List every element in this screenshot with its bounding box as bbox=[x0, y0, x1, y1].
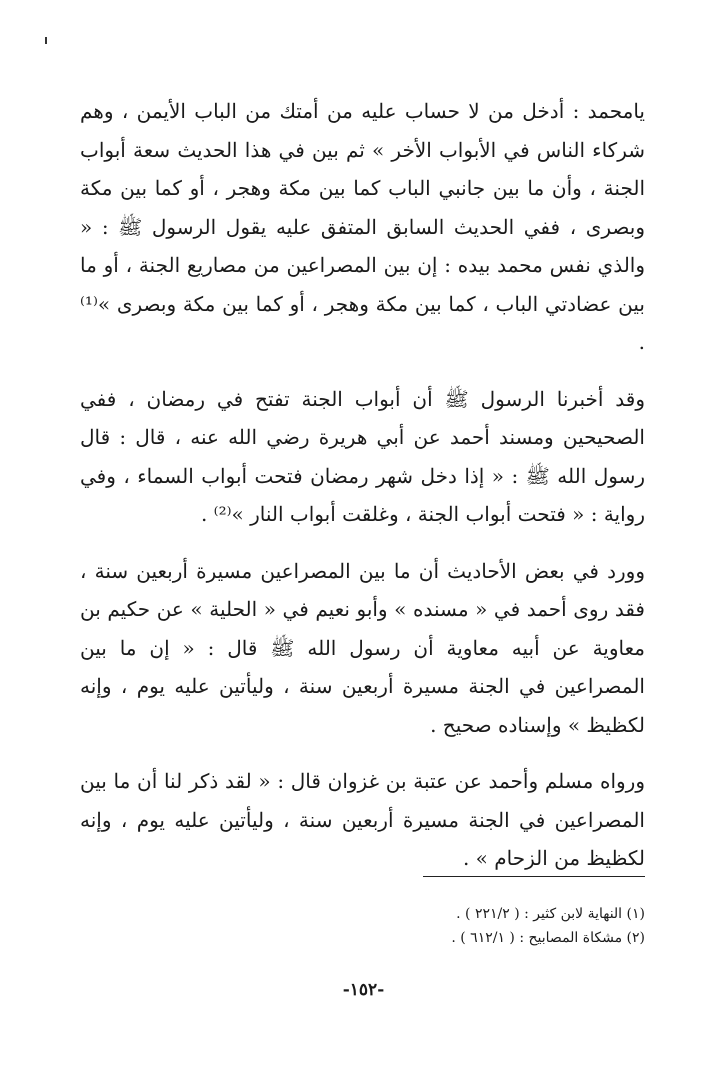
main-text bbox=[80, 92, 645, 896]
paragraph-2: وقد أخبرنا الرسول ﷺ أن أبواب الجنة تفتح في رمضان ، ففي الصحيحين ومسند أحمد عن أبي هريرة رضي الله عنه ، قال : قال رسول الله ﷺ : « إذا دخل شهر رمضان فتحت أبواب السماء ، وفي رواية : « فتحت أبواب الجنة ، وغلقت أبواب النار »⁽²⁾ . bbox=[80, 386, 645, 526]
paragraph-1: يامحمد : أدخل من لا حساب عليه من أمتك من الباب الأيمن ، وهم شركاء الناس في الأبواب الأخر » ثم بين في هذا الحديث سعة أبواب الجنة ، وأن ما بين جانبي الباب كما بين مكة وهجر ، أو كما بين مكة وبصرى ، ففي الحديث السابق المتفق عليه يقول الرسول ﷺ : « والذي نفس محمد بيده : إن بين المصراعين من مصاريع الجنة ، أو ما بين عضادتي الباب ، كما بين مكة وهجر ، أو كما بين مكة وبصرى »⁽¹⁾ . bbox=[80, 99, 645, 354]
scan-speck bbox=[45, 37, 47, 44]
footnotes bbox=[300, 902, 645, 950]
page-number: -١٥٢- bbox=[342, 980, 385, 1000]
paragraph-3: وورد في بعض الأحاديث أن ما بين المصراعين مسيرة أربعين سنة ، فقد روى أحمد في « مسنده » وأبو نعيم في « الحلية » عن حكيم بن معاوية عن أبيه معاوية أن رسول الله ﷺ قال : « إن ما بين المصراعين في الجنة مسيرة أربعين سنة ، وليأتين عليه يوم ، وإنه لكظيظ » وإسناده صحيح . bbox=[80, 558, 645, 737]
footnote-1: (١) النهاية لابن كثير : ( ٢٢١/٢ ) . bbox=[456, 906, 645, 922]
footnote-divider bbox=[423, 876, 645, 877]
footnote-2: (٢) مشكاة المصابيح : ( ٦١٢/١ ) . bbox=[451, 930, 645, 946]
paragraph-4: ورواه مسلم وأحمد عن عتبة بن غزوان قال : « لقد ذكر لنا أن ما بين المصراعين في الجنة مسيرة أربعين سنة ، وليأتين عليه يوم ، وإنه لكظيظ من الزحام » . bbox=[80, 769, 645, 870]
